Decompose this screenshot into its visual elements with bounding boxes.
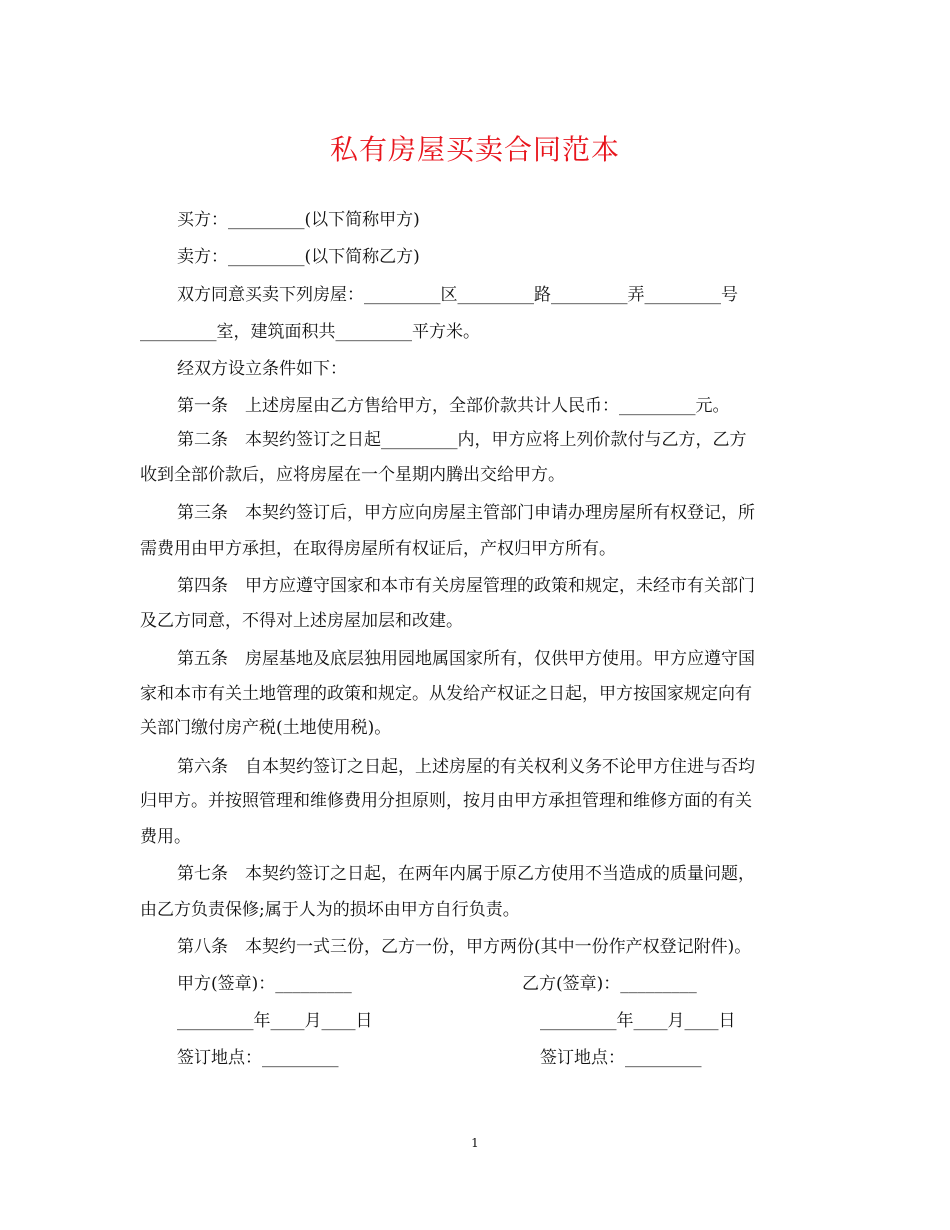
buyer-line: 买方：_________(以下简称甲方) [177, 210, 420, 230]
article-6-line-2: 归甲方。并按照管理和维修费用分担原则，按月由甲方承担管理和维修方面的有关 [140, 791, 752, 811]
article-3-line-2: 需费用由甲方承担，在取得房屋所有权证后，产权归甲方所有。 [140, 539, 616, 559]
party-a-date: _________年____月____日 [177, 1011, 373, 1031]
page-number: 1 [471, 1136, 479, 1150]
article-2-line-1: 第二条 本契约签订之日起_________内，甲方应将上列价款付与乙方，乙方 [177, 430, 747, 450]
article-6-line-3: 费用。 [140, 827, 191, 847]
article-4-line-1: 第四条 甲方应遵守国家和本市有关房屋管理的政策和规定，未经市有关部门 [177, 576, 755, 596]
article-1-line-1: 第一条 上述房屋由乙方售给甲方，全部价款共计人民币：_________元。 [177, 396, 730, 416]
article-5-line-3: 关部门缴付房产税(土地使用税)。 [140, 718, 392, 738]
party-b-place: 签订地点：_________ [540, 1048, 702, 1068]
article-2-line-2: 收到全部价款后，应将房屋在一个星期内腾出交给甲方。 [140, 465, 565, 485]
party-a-signature: 甲方(签章)：_________ [177, 974, 352, 994]
party-b-signature: 乙方(签章)：_________ [522, 974, 697, 994]
property-line-2: _________室，建筑面积共_________平方米。 [140, 322, 480, 342]
seller-line: 卖方：_________(以下简称乙方) [177, 247, 420, 267]
document-title: 私有房屋买卖合同范本 [329, 133, 620, 166]
article-8-line-1: 第八条 本契约一式三份，乙方一份，甲方两份(其中一份作产权登记附件)。 [177, 937, 752, 957]
article-6-line-1: 第六条 自本契约签订之日起，上述房屋的有关权利义务不论甲方住进与否均 [177, 757, 755, 777]
article-3-line-1: 第三条 本契约签订后，甲方应向房屋主管部门申请办理房屋所有权登记，所 [177, 503, 755, 523]
article-4-line-2: 及乙方同意，不得对上述房屋加层和改建。 [140, 611, 463, 631]
party-a-place: 签订地点：_________ [177, 1048, 339, 1068]
article-7-line-1: 第七条 本契约签订之日起，在两年内属于原乙方使用不当造成的质量问题， [177, 864, 755, 884]
article-5-line-2: 家和本市有关土地管理的政策和规定。从发给产权证之日起，甲方按国家规定向有 [140, 684, 752, 704]
property-line-1: 双方同意买卖下列房屋：_________区_________路_________弄_________号 [177, 285, 738, 305]
party-b-date: _________年____月____日 [540, 1011, 736, 1031]
article-7-line-2: 由乙方负责保修;属于人为的损坏由甲方自行负责。 [140, 900, 520, 920]
conditions-intro: 经双方设立条件如下： [177, 359, 347, 379]
article-5-line-1: 第五条 房屋基地及底层独用园地属国家所有，仅供甲方使用。甲方应遵守国 [177, 649, 755, 669]
